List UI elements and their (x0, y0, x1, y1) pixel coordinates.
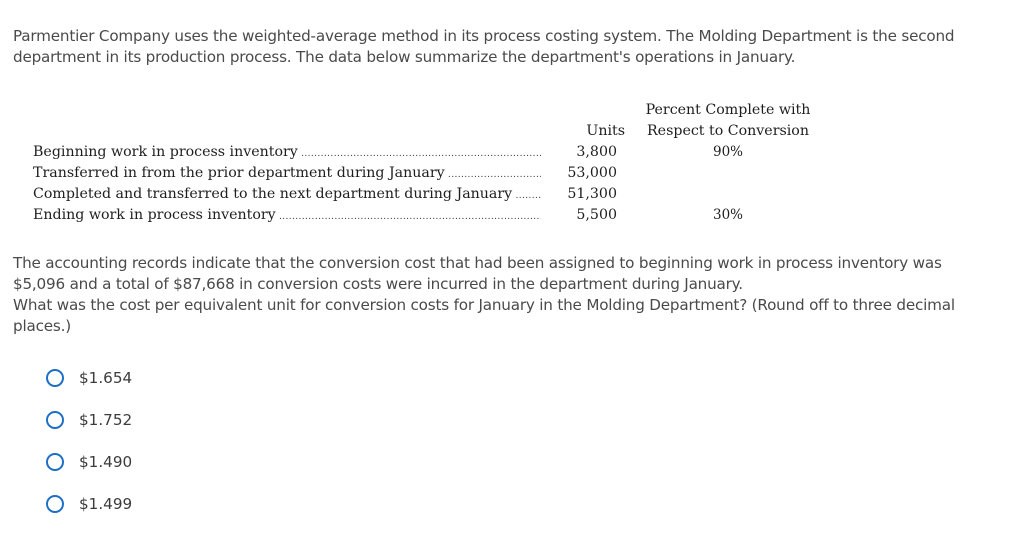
row-label: Ending work in process inventory ..... (33, 205, 541, 228)
radio-button[interactable] (46, 495, 64, 513)
question-intro: Parmentier Company uses the weighted-average method in its process costing system. The Molding Department is the second department in its production process. The data below summarize the department's operations in January. (13, 27, 955, 66)
row-units: 53,000 (567, 165, 617, 181)
row-units: 5,500 (576, 207, 617, 223)
answer-option-2[interactable] (46, 408, 132, 432)
column-header-percent: Percent Complete with Respect to Conversion (645, 102, 811, 139)
row-percent: 90% (712, 144, 743, 160)
option-label: $1.654 (79, 369, 133, 387)
answer-option-4[interactable] (46, 492, 132, 516)
option-label: $1.490 (79, 453, 133, 471)
row-percent: 30% (712, 207, 743, 223)
option-label: $1.499 (79, 495, 133, 513)
radio-button[interactable] (46, 453, 64, 471)
cost-paragraph: The accounting records indicate that the conversion cost that had been assigned to beginning work in process inventory was $5,096 and a total of $87,668 in conversion costs were incurred in the department during January. (13, 254, 942, 293)
answer-option-1[interactable] (46, 366, 132, 390)
radio-button[interactable] (46, 411, 64, 429)
row-units: 3,800 (576, 144, 617, 160)
row-units: 51,300 (567, 186, 617, 202)
question-body (13, 253, 998, 337)
row-label: Completed and transferred to the next department during January ..... (33, 184, 541, 207)
answer-option-3[interactable] (46, 450, 132, 474)
option-label: $1.752 (79, 411, 133, 429)
radio-button[interactable] (46, 369, 64, 387)
column-header-units: Units (586, 123, 625, 139)
row-label: Transferred in from the prior department during January ..... (33, 163, 541, 186)
question-prompt: What was the cost per equivalent unit for conversion costs for January in the Molding Department? (Round off to three decimal places.) (13, 296, 955, 335)
row-label: Beginning work in process inventory ..... (33, 142, 541, 165)
